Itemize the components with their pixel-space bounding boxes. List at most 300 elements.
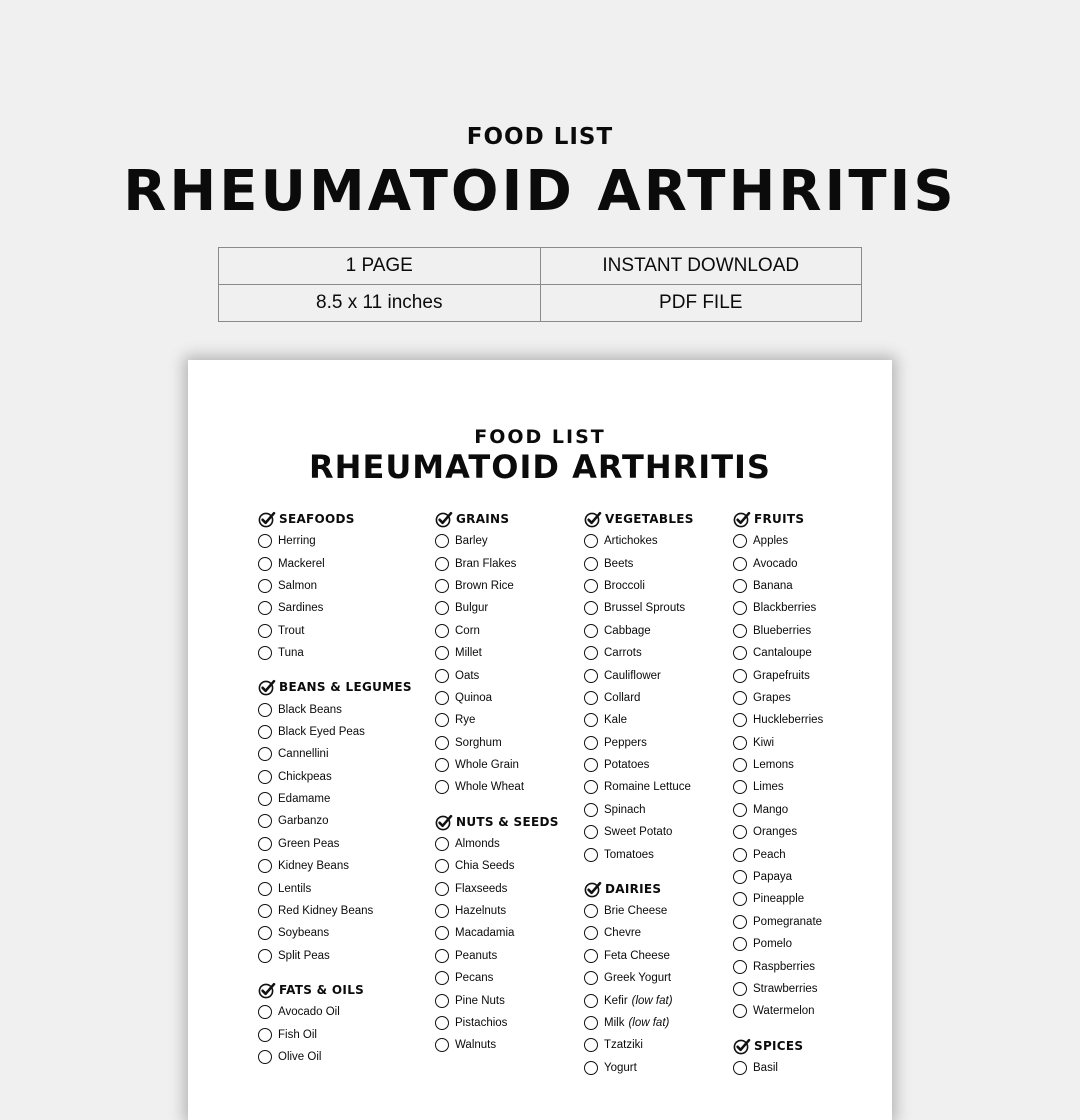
checkbox-circle-icon[interactable] — [435, 713, 449, 727]
food-item-label: Potatoes — [604, 759, 650, 772]
food-item[interactable] — [733, 709, 823, 731]
food-item[interactable] — [733, 552, 823, 574]
checkbox-circle-icon[interactable] — [733, 915, 747, 929]
food-item-label: Brie Cheese — [604, 905, 668, 918]
checkbox-circle-icon[interactable] — [584, 713, 598, 727]
food-item-label: Walnuts — [455, 1039, 497, 1052]
checkbox-circle-icon[interactable] — [258, 1028, 272, 1042]
food-item-label: Artichokes — [604, 535, 658, 548]
checkbox-circle-icon[interactable] — [258, 926, 272, 940]
checkbox-circle-icon[interactable] — [435, 736, 449, 750]
food-item[interactable] — [258, 698, 412, 720]
checkbox-circle-icon[interactable] — [584, 624, 598, 638]
checkbox-circle-icon[interactable] — [258, 1005, 272, 1019]
checkbox-circle-icon[interactable] — [435, 579, 449, 593]
info-download: INSTANT DOWNLOAD — [540, 248, 862, 285]
food-item[interactable] — [584, 821, 694, 843]
checkbox-circle-icon[interactable] — [435, 534, 449, 548]
food-item-label: Mango — [753, 803, 789, 816]
food-item[interactable] — [733, 821, 823, 843]
food-item-label: Milk — [604, 1017, 625, 1029]
food-item[interactable] — [258, 945, 412, 967]
food-item-label: Kidney Beans — [278, 860, 349, 873]
food-item[interactable] — [733, 978, 823, 1000]
food-item[interactable] — [258, 721, 412, 743]
section-header — [258, 979, 412, 1001]
food-section — [584, 878, 694, 1079]
food-item[interactable] — [584, 945, 694, 967]
food-item[interactable] — [584, 642, 694, 664]
food-item-label: Sorghum — [455, 736, 502, 749]
checkbox-circle-icon[interactable] — [733, 669, 747, 683]
food-item-label: Yogurt — [604, 1061, 637, 1074]
checkbox-circle-icon[interactable] — [584, 534, 598, 548]
food-item[interactable] — [435, 552, 559, 574]
checkbox-circle-icon[interactable] — [584, 904, 598, 918]
food-item[interactable] — [258, 810, 412, 832]
checkbox-circle-icon[interactable] — [584, 825, 598, 839]
food-item[interactable] — [733, 866, 823, 888]
checked-circle-icon — [258, 678, 276, 696]
food-item-label: Oranges — [753, 826, 798, 839]
section-header — [733, 508, 823, 530]
checkbox-circle-icon[interactable] — [584, 557, 598, 571]
checkbox-circle-icon[interactable] — [435, 624, 449, 638]
checked-circle-icon — [258, 981, 276, 999]
printable-sheet — [188, 360, 892, 1120]
food-item-label: Cabbage — [604, 624, 651, 637]
checkbox-circle-icon[interactable] — [435, 691, 449, 705]
checkbox-circle-icon[interactable] — [435, 601, 449, 615]
food-item-label: Kefir — [604, 994, 628, 1007]
food-item-label: Almonds — [455, 837, 500, 850]
checkbox-circle-icon[interactable] — [258, 770, 272, 784]
food-item-label: Broccoli — [604, 579, 645, 592]
food-item[interactable] — [584, 575, 694, 597]
section-header — [584, 878, 694, 900]
checkbox-circle-icon[interactable] — [435, 949, 449, 963]
checkbox-circle-icon[interactable] — [435, 557, 449, 571]
info-pages: 1 PAGE — [219, 248, 541, 285]
checkbox-circle-icon[interactable] — [733, 579, 747, 593]
food-item-label: Mackerel — [278, 557, 325, 570]
food-section — [435, 811, 559, 1057]
food-item-label: Tuna — [278, 647, 304, 660]
food-item-label: Pomelo — [753, 938, 792, 951]
food-item-label: Edamame — [278, 793, 331, 806]
food-item-label: Soybeans — [278, 927, 330, 940]
food-item[interactable] — [435, 732, 559, 754]
food-item[interactable] — [435, 989, 559, 1011]
food-section — [258, 979, 412, 1068]
food-item[interactable] — [435, 1012, 559, 1034]
food-item[interactable] — [258, 922, 412, 944]
checkbox-circle-icon[interactable] — [584, 669, 598, 683]
food-item[interactable] — [258, 597, 412, 619]
food-item[interactable] — [435, 776, 559, 798]
food-item-label: Peppers — [604, 736, 647, 749]
food-item[interactable] — [435, 620, 559, 642]
section-header — [435, 508, 559, 530]
checkbox-circle-icon[interactable] — [733, 646, 747, 660]
food-item-label: Blackberries — [753, 602, 817, 615]
food-item-label: Feta Cheese — [604, 949, 670, 962]
food-item[interactable] — [733, 664, 823, 686]
food-item-label: Beets — [604, 557, 634, 570]
checked-circle-icon — [258, 510, 276, 528]
checkbox-circle-icon[interactable] — [435, 994, 449, 1008]
food-item[interactable] — [258, 642, 412, 664]
food-item[interactable] — [733, 776, 823, 798]
food-item-label: Chevre — [604, 927, 642, 940]
checkbox-circle-icon[interactable] — [733, 534, 747, 548]
food-column-4 — [733, 508, 823, 1091]
food-item[interactable] — [584, 989, 694, 1011]
info-table — [218, 247, 862, 322]
checkbox-circle-icon[interactable] — [733, 848, 747, 862]
food-item[interactable] — [435, 900, 559, 922]
food-item[interactable] — [584, 1057, 694, 1079]
food-item[interactable] — [435, 877, 559, 899]
food-item[interactable] — [435, 855, 559, 877]
food-item-label: Grapefruits — [753, 669, 810, 682]
checkbox-circle-icon[interactable] — [435, 646, 449, 660]
food-item-label: Cauliflower — [604, 669, 661, 682]
checkbox-circle-icon[interactable] — [733, 892, 747, 906]
food-item[interactable] — [435, 530, 559, 552]
food-item-label: Watermelon — [753, 1005, 815, 1018]
section-header — [435, 811, 559, 833]
food-item-label: Herring — [278, 535, 316, 548]
food-item-label: Apples — [753, 535, 789, 548]
food-item-label: Olive Oil — [278, 1051, 322, 1063]
food-item-label: Black Beans — [278, 703, 342, 716]
food-item[interactable] — [733, 597, 823, 619]
food-item-label: Salmon — [278, 579, 317, 592]
food-item-label: Spinach — [604, 803, 646, 816]
section-title: SEAFOODS — [279, 512, 355, 526]
checkbox-circle-icon[interactable] — [435, 1016, 449, 1030]
food-item-note: (low fat) — [628, 1017, 670, 1029]
checkbox-circle-icon[interactable] — [258, 904, 272, 918]
food-item-label: Grapes — [753, 691, 791, 704]
checkbox-circle-icon[interactable] — [733, 960, 747, 974]
checkbox-circle-icon[interactable] — [435, 1038, 449, 1052]
checkbox-circle-icon[interactable] — [258, 624, 272, 638]
food-item-label: Banana — [753, 579, 793, 592]
food-item[interactable] — [435, 642, 559, 664]
food-item-label: Papaya — [753, 871, 793, 884]
section-title: DAIRIES — [605, 881, 662, 896]
checkbox-circle-icon[interactable] — [584, 579, 598, 593]
food-item[interactable] — [733, 754, 823, 776]
checkbox-circle-icon[interactable] — [584, 1038, 598, 1052]
food-item[interactable] — [258, 788, 412, 810]
food-item[interactable] — [733, 1000, 823, 1022]
food-item-label: Garbanzo — [278, 815, 329, 828]
section-title: FRUITS — [754, 512, 805, 526]
sheet-title: RHEUMATOID ARTHRITIS — [309, 448, 771, 486]
checkbox-circle-icon[interactable] — [733, 937, 747, 951]
checkbox-circle-icon[interactable] — [584, 949, 598, 963]
food-item-label: Raspberries — [753, 960, 815, 973]
food-item[interactable] — [584, 1034, 694, 1056]
food-item[interactable] — [435, 922, 559, 944]
food-item[interactable] — [584, 843, 694, 865]
food-item-label: Hazelnuts — [455, 905, 507, 918]
food-item-label: Sardines — [278, 602, 324, 615]
food-column-2 — [435, 508, 559, 1069]
food-item[interactable] — [584, 530, 694, 552]
checked-circle-icon — [435, 510, 453, 528]
food-item-label: Pine Nuts — [455, 994, 505, 1007]
checkbox-circle-icon[interactable] — [733, 780, 747, 794]
food-item-label: Avocado Oil — [278, 1006, 340, 1019]
food-item[interactable] — [258, 530, 412, 552]
food-item-label: Brown Rice — [455, 579, 514, 592]
food-section — [733, 1035, 823, 1079]
food-item-label: Barley — [455, 535, 488, 548]
food-item-label: Pomegranate — [753, 915, 823, 928]
checkbox-circle-icon[interactable] — [435, 971, 449, 985]
checkbox-circle-icon[interactable] — [258, 1050, 272, 1064]
checkbox-circle-icon[interactable] — [435, 758, 449, 772]
section-header — [733, 1035, 823, 1057]
food-item[interactable] — [584, 900, 694, 922]
food-item[interactable] — [733, 799, 823, 821]
food-item[interactable] — [435, 833, 559, 855]
checkbox-circle-icon[interactable] — [258, 814, 272, 828]
checkbox-circle-icon[interactable] — [733, 691, 747, 705]
checked-circle-icon — [733, 510, 751, 528]
food-item[interactable] — [435, 1034, 559, 1056]
food-item-label: Blueberries — [753, 624, 812, 637]
checkbox-circle-icon[interactable] — [733, 713, 747, 727]
food-item-label: Split Peas — [278, 949, 330, 962]
food-item[interactable] — [733, 888, 823, 910]
checked-circle-icon — [584, 880, 602, 898]
checkbox-circle-icon[interactable] — [435, 780, 449, 794]
food-item[interactable] — [258, 575, 412, 597]
checkbox-circle-icon[interactable] — [584, 994, 598, 1008]
checkbox-circle-icon[interactable] — [584, 646, 598, 660]
food-item-label: Bran Flakes — [455, 557, 517, 570]
food-item-label: Pistachios — [455, 1017, 508, 1029]
food-item-label: Lemons — [753, 759, 794, 772]
food-item[interactable] — [733, 955, 823, 977]
food-item[interactable] — [584, 799, 694, 821]
food-item[interactable] — [435, 709, 559, 731]
section-title: FATS & OILS — [279, 983, 365, 998]
header-subtitle: FOOD LIST — [466, 124, 614, 150]
info-size: 8.5 x 11 inches — [219, 285, 541, 322]
food-item-label: Black Eyed Peas — [278, 725, 365, 738]
food-item-label: Millet — [455, 647, 482, 660]
checkbox-circle-icon[interactable] — [584, 758, 598, 772]
section-title: NUTS & SEEDS — [456, 814, 559, 829]
food-item[interactable] — [258, 1023, 412, 1045]
checkbox-circle-icon[interactable] — [733, 557, 747, 571]
food-item-label: Whole Grain — [455, 759, 519, 772]
checkbox-circle-icon[interactable] — [258, 534, 272, 548]
checkbox-circle-icon[interactable] — [258, 646, 272, 660]
food-item-label: Bulgur — [455, 602, 489, 615]
food-item[interactable] — [435, 687, 559, 709]
section-header — [584, 508, 694, 530]
food-item[interactable] — [258, 620, 412, 642]
food-item[interactable] — [733, 642, 823, 664]
food-item[interactable] — [584, 552, 694, 574]
checkbox-circle-icon[interactable] — [435, 882, 449, 896]
food-item[interactable] — [258, 766, 412, 788]
food-section — [258, 676, 412, 967]
food-item-label: Quinoa — [455, 691, 493, 704]
checkbox-circle-icon[interactable] — [733, 758, 747, 772]
section-header — [258, 676, 412, 698]
header-title: RHEUMATOID ARTHRITIS — [123, 159, 957, 224]
checkbox-circle-icon[interactable] — [258, 725, 272, 739]
checkbox-circle-icon[interactable] — [733, 601, 747, 615]
food-item[interactable] — [733, 530, 823, 552]
food-item-label: Oats — [455, 669, 480, 682]
food-column-1 — [258, 508, 412, 1080]
food-item-label: Tzatziki — [604, 1039, 643, 1052]
food-item-label: Tomatoes — [604, 848, 654, 861]
food-item[interactable] — [733, 687, 823, 709]
food-item[interactable] — [258, 877, 412, 899]
food-item-label: Trout — [278, 624, 305, 637]
food-item-label: Collard — [604, 691, 641, 704]
checkbox-circle-icon[interactable] — [584, 691, 598, 705]
food-item-label: Kale — [604, 714, 628, 727]
food-item[interactable] — [258, 1046, 412, 1068]
info-format: PDF FILE — [540, 285, 862, 322]
food-item-label: Romaine Lettuce — [604, 781, 691, 794]
food-item-label: Kiwi — [753, 736, 775, 749]
checkbox-circle-icon[interactable] — [258, 837, 272, 851]
food-section — [435, 508, 559, 799]
checked-circle-icon — [584, 510, 602, 528]
food-item[interactable] — [733, 575, 823, 597]
checkbox-circle-icon[interactable] — [733, 825, 747, 839]
food-item-label: Sweet Potato — [604, 826, 673, 839]
checkbox-circle-icon[interactable] — [435, 837, 449, 851]
checkbox-circle-icon[interactable] — [258, 747, 272, 761]
checkbox-circle-icon[interactable] — [584, 971, 598, 985]
food-column-3 — [584, 508, 694, 1091]
checkbox-circle-icon[interactable] — [733, 803, 747, 817]
food-item[interactable] — [435, 575, 559, 597]
checkbox-circle-icon[interactable] — [733, 1061, 747, 1075]
checkbox-circle-icon[interactable] — [435, 669, 449, 683]
food-item[interactable] — [733, 843, 823, 865]
section-header — [258, 508, 412, 530]
checkbox-circle-icon[interactable] — [584, 848, 598, 862]
food-item-label: Peanuts — [455, 949, 498, 962]
food-item-label: Pecans — [455, 972, 494, 985]
food-item[interactable] — [584, 597, 694, 619]
food-section — [584, 508, 694, 866]
food-item[interactable] — [733, 911, 823, 933]
food-item-label: Rye — [455, 714, 476, 727]
food-item[interactable] — [733, 620, 823, 642]
checkbox-circle-icon[interactable] — [435, 926, 449, 940]
checkbox-circle-icon[interactable] — [258, 882, 272, 896]
food-item[interactable] — [584, 620, 694, 642]
food-item[interactable] — [435, 664, 559, 686]
food-item[interactable] — [584, 776, 694, 798]
food-item-label: Whole Wheat — [455, 781, 525, 794]
food-item[interactable] — [584, 709, 694, 731]
checkbox-circle-icon[interactable] — [733, 870, 747, 884]
food-item[interactable] — [258, 743, 412, 765]
food-item[interactable] — [258, 900, 412, 922]
checkbox-circle-icon[interactable] — [435, 904, 449, 918]
checkbox-circle-icon[interactable] — [584, 1016, 598, 1030]
section-title: GRAINS — [456, 512, 510, 526]
checkbox-circle-icon[interactable] — [733, 1004, 747, 1018]
food-item[interactable] — [435, 967, 559, 989]
food-item[interactable] — [733, 732, 823, 754]
food-item[interactable] — [584, 754, 694, 776]
checkbox-circle-icon[interactable] — [584, 926, 598, 940]
food-item[interactable] — [435, 945, 559, 967]
checkbox-circle-icon[interactable] — [584, 780, 598, 794]
checkbox-circle-icon[interactable] — [258, 703, 272, 717]
food-item[interactable] — [584, 687, 694, 709]
food-item[interactable] — [258, 552, 412, 574]
checkbox-circle-icon[interactable] — [584, 601, 598, 615]
food-item-label: Carrots — [604, 647, 642, 660]
checkbox-circle-icon[interactable] — [258, 949, 272, 963]
checkbox-circle-icon[interactable] — [258, 859, 272, 873]
food-item[interactable] — [435, 754, 559, 776]
checkbox-circle-icon[interactable] — [733, 982, 747, 996]
food-item-label: Macadamia — [455, 927, 515, 940]
food-item[interactable] — [584, 664, 694, 686]
food-item[interactable] — [258, 1001, 412, 1023]
checkbox-circle-icon[interactable] — [584, 736, 598, 750]
food-item[interactable] — [584, 732, 694, 754]
checkbox-circle-icon[interactable] — [584, 1061, 598, 1075]
food-item-label: Cannellini — [278, 748, 329, 761]
food-item[interactable] — [435, 597, 559, 619]
food-item-label: Peach — [753, 848, 786, 861]
food-item[interactable] — [584, 967, 694, 989]
food-item[interactable] — [584, 922, 694, 944]
food-item[interactable] — [258, 833, 412, 855]
checkbox-circle-icon[interactable] — [258, 792, 272, 806]
checkbox-circle-icon[interactable] — [435, 859, 449, 873]
food-item-label: Brussel Sprouts — [604, 602, 686, 615]
food-item[interactable] — [733, 933, 823, 955]
checkbox-circle-icon[interactable] — [258, 579, 272, 593]
food-item-label: Huckleberries — [753, 714, 824, 727]
food-item-label: Flaxseeds — [455, 882, 508, 895]
food-item-label: Chickpeas — [278, 770, 332, 783]
checkbox-circle-icon[interactable] — [733, 624, 747, 638]
checkbox-circle-icon[interactable] — [733, 736, 747, 750]
food-item[interactable] — [584, 1012, 694, 1034]
checkbox-circle-icon[interactable] — [584, 803, 598, 817]
food-item-label: Pineapple — [753, 893, 805, 906]
food-item[interactable] — [258, 855, 412, 877]
checkbox-circle-icon[interactable] — [258, 601, 272, 615]
checkbox-circle-icon[interactable] — [258, 557, 272, 571]
food-item-label: Avocado — [753, 557, 798, 570]
food-item[interactable] — [733, 1057, 823, 1079]
section-title: SPICES — [754, 1038, 804, 1053]
